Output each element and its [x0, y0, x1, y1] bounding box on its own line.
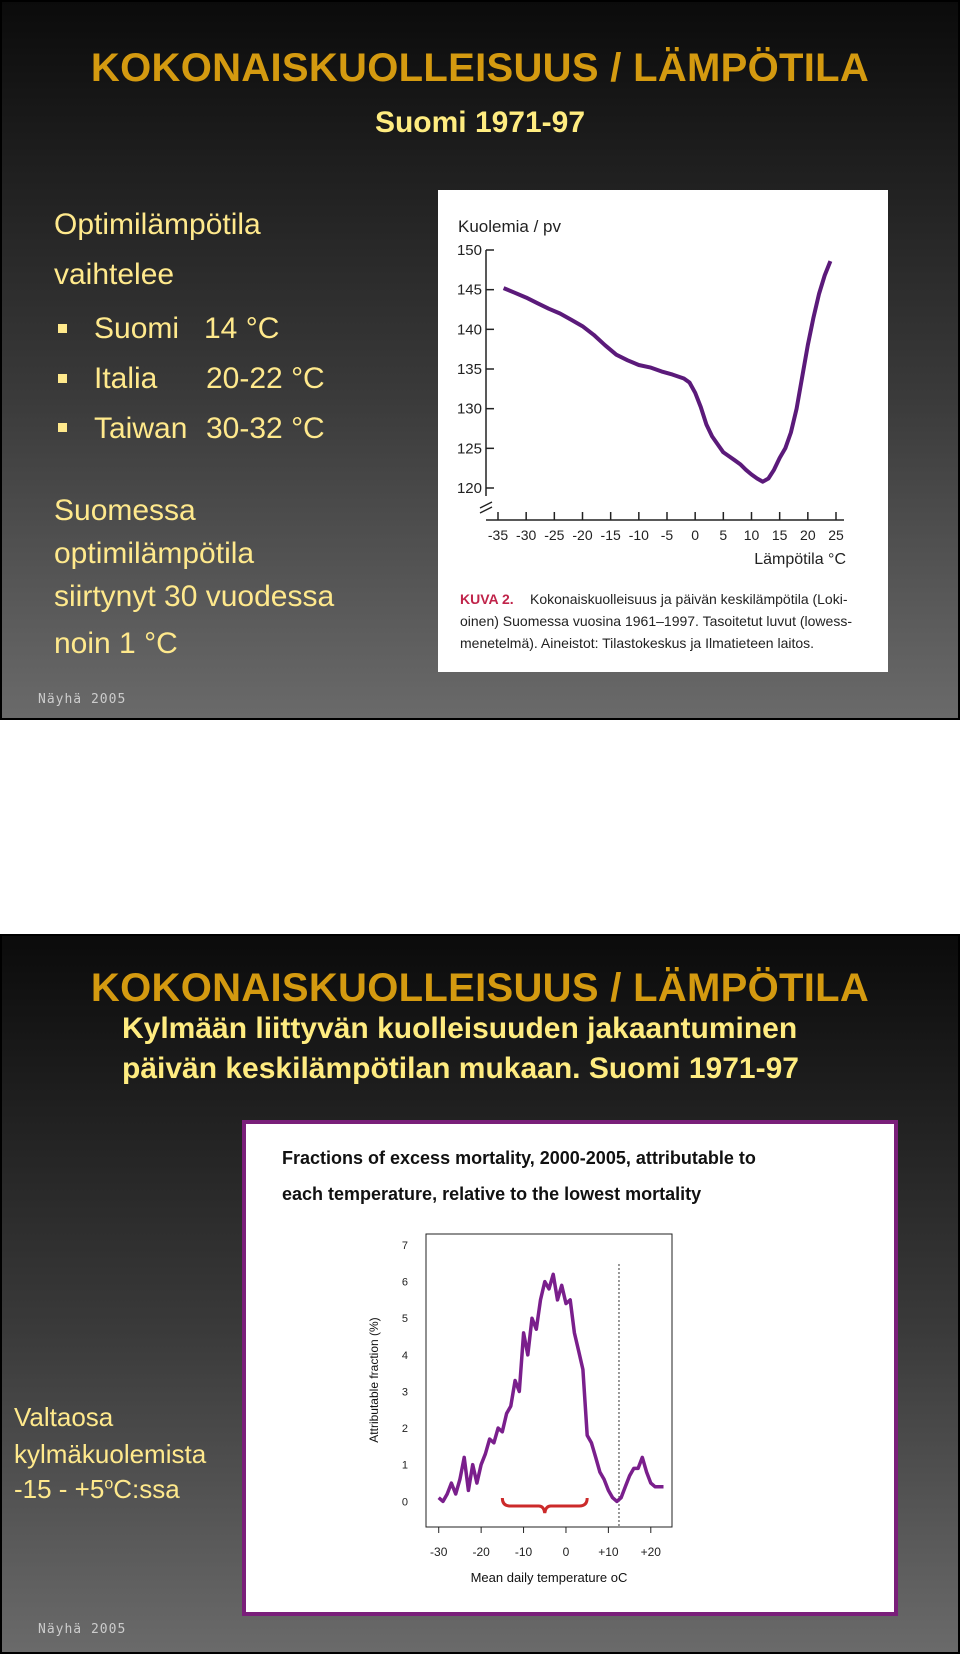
chart2-y-tick-label: 2 — [401, 1423, 408, 1436]
slide2-subtitle-line2: päivän keskilämpötilan mukaan. Suomi 1971-97 — [122, 1052, 799, 1085]
slide-top — [0, 0, 960, 720]
bullet-country-1: Suomi — [94, 312, 180, 345]
bullet-icon — [58, 324, 67, 333]
left-text-line1: Optimilämpötila — [54, 208, 261, 241]
chart1-x-tick-label: -20 — [572, 527, 593, 543]
chart1-x-tick-label: -30 — [516, 527, 537, 543]
chart1-series-line — [504, 261, 831, 482]
range-text: -15 - +5 — [14, 1474, 105, 1504]
chart2-y-tick-label: 7 — [401, 1239, 408, 1252]
chart1-x-tick-label: 20 — [800, 527, 816, 543]
chart1-y-tick-label: 140 — [456, 321, 482, 339]
slide2-title: KOKONAISKUOLLEISUUS / LÄMPÖTILA — [90, 966, 870, 1010]
slide1-footer: Näyhä 2005 — [38, 692, 127, 707]
chart2-y-tick-label: 0 — [401, 1496, 408, 1509]
degree-superscript: o — [104, 1475, 114, 1493]
para-line4: noin 1 °C — [54, 627, 178, 660]
chart1-x-tick-label: 10 — [743, 527, 760, 543]
bullet-icon — [58, 423, 67, 432]
chart2-x-tick-label: -10 — [514, 1545, 533, 1559]
left-note-line1: Valtaosa — [14, 1402, 114, 1432]
chart2-xlabel: Mean daily temperature oC — [470, 1570, 628, 1585]
slide2-subtitle-line1: Kylmään liittyvän kuolleisuuden jakaantuminen — [122, 1012, 798, 1045]
chart2-x-tick-label: -30 — [430, 1545, 448, 1559]
left-note-line2: kylmäkuolemista — [14, 1439, 207, 1469]
bullet-value-1: 14 °C — [204, 312, 280, 345]
chart1-x-tick-label: 0 — [691, 527, 700, 543]
chart2-y-tick-label: 3 — [401, 1386, 408, 1399]
chart1-x-tick-label: 25 — [828, 527, 844, 543]
chart2-title-line1: Fractions of excess mortality, 2000-2005, attributable to — [282, 1148, 756, 1168]
chart2-x-tick-label: -20 — [472, 1545, 490, 1559]
chart1-ylabel: Kuolemia / pv — [458, 217, 561, 236]
chart1-xlabel: Lämpötila °C — [754, 551, 846, 568]
chart1-panel — [438, 190, 888, 672]
left-note-line3 — [14, 1474, 180, 1505]
unit-text: C:ssa — [113, 1474, 180, 1504]
chart1-y-tick-label: 120 — [456, 480, 482, 497]
chart1-x-tick-label: 15 — [771, 527, 788, 543]
chart1-y-tick-label: 145 — [456, 281, 482, 299]
chart2-x-tick-label: 0 — [562, 1545, 570, 1559]
chart2-ylabel: Attributable fraction (%) — [367, 1317, 381, 1443]
para-line1: Suomessa — [54, 494, 196, 527]
slide-bottom — [0, 934, 960, 1654]
bullet-country-3: Taiwan — [94, 412, 188, 445]
chart1-y-tick-label: 135 — [456, 361, 482, 378]
para-line3: siirtynyt 30 vuodessa — [54, 580, 335, 613]
para-line2: optimilämpötila — [54, 537, 255, 570]
chart2-y-tick-label: 5 — [401, 1313, 408, 1326]
chart1-svg — [438, 190, 888, 672]
slide1-title: KOKONAISKUOLLEISUUS / LÄMPÖTILA — [90, 46, 870, 90]
bullet-icon — [58, 374, 67, 383]
chart1-x-tick-label: -10 — [628, 527, 649, 543]
chart1-caption-line2: oinen) Suomessa vuosina 1961–1997. Tasoitetut luvut (lowess- — [460, 613, 852, 629]
chart1-y-tick-label: 150 — [456, 242, 482, 259]
chart1-caption-line3: menetelmä). Aineistot: Tilastokeskus ja Ilmatieteen laitos. — [460, 635, 815, 651]
chart1-caption-line1: Kokonaiskuolleisuus ja päivän keskilämpötila (Loki- — [530, 591, 848, 607]
chart1-y-tick-label: 125 — [456, 440, 482, 458]
chart2-x-tick-label: +10 — [598, 1545, 619, 1559]
chart1-x-tick-label: -25 — [544, 527, 565, 543]
chart1-x-tick-label: 5 — [719, 527, 728, 543]
chart1-axis-break — [480, 502, 492, 513]
chart2-series-line — [439, 1274, 664, 1501]
chart1-x-tick-label: -35 — [487, 527, 509, 543]
chart2-x-tick-label: +20 — [640, 1545, 661, 1559]
bullet-country-2: Italia — [94, 362, 158, 395]
chart1-x-tick-label: -5 — [660, 527, 674, 543]
chart2-brace — [502, 1498, 587, 1513]
slide1-subtitle: Suomi 1971-97 — [374, 106, 586, 139]
bullet-value-2: 20-22 °C — [206, 362, 325, 395]
chart1-caption-label: KUVA 2. — [460, 591, 514, 607]
chart1-x-tick-label: -15 — [600, 527, 621, 543]
bullet-value-3: 30-32 °C — [206, 412, 325, 445]
chart2-title-line2: each temperature, relative to the lowest mortality — [282, 1184, 702, 1204]
chart2-y-tick-label: 4 — [401, 1349, 408, 1362]
chart2-y-tick-label: 1 — [401, 1459, 408, 1472]
slide2-footer: Näyhä 2005 — [38, 1622, 127, 1637]
chart2-svg — [246, 1124, 894, 1612]
chart2-y-tick-label: 6 — [401, 1276, 408, 1289]
chart1-y-tick-label: 130 — [456, 400, 482, 418]
chart2-panel — [242, 1120, 898, 1616]
chart2-plot-frame — [426, 1234, 672, 1527]
left-text-line2: vaihtelee — [54, 258, 175, 291]
